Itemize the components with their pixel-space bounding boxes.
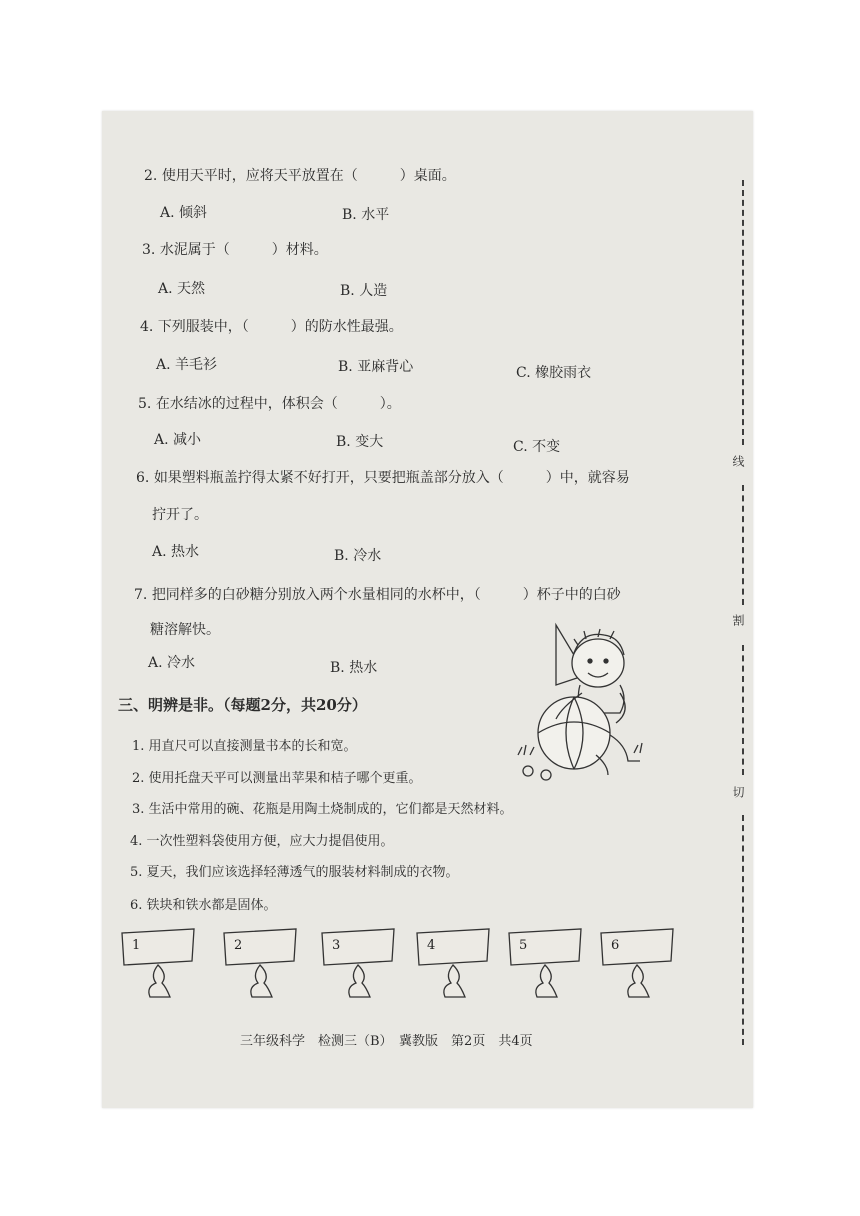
option: B. 亚麻背心 xyxy=(338,359,414,375)
question-number: 4. xyxy=(140,319,154,335)
option: B. 冷水 xyxy=(334,548,382,564)
question-number: 6. xyxy=(136,470,150,486)
question-number: 7. xyxy=(134,587,148,603)
answer-sign-6 xyxy=(597,925,675,1003)
question-text: 水泥属于（ ）材料。 xyxy=(159,242,328,258)
question-3 xyxy=(142,241,328,259)
option: B. 人造 xyxy=(340,283,388,299)
question-text-line2: 拧开了。 xyxy=(152,507,208,523)
answer-sign-1 xyxy=(118,925,196,1003)
cut-line-segment xyxy=(742,815,744,1045)
answer-sign-number: 5 xyxy=(519,938,528,953)
cut-label-line: 线 xyxy=(731,455,745,467)
statement: 2. 使用托盘天平可以测量出苹果和桔子哪个更重。 xyxy=(132,771,422,786)
question-text: 使用天平时，应将天平放置在（ ）桌面。 xyxy=(161,168,456,184)
question-text: 把同样多的白砂糖分别放入两个水量相同的水杯中，（ ）杯子中的白砂 xyxy=(151,587,621,603)
answer-sign-number: 6 xyxy=(611,938,620,953)
question-text: 下列服装中，（ ）的防水性最强。 xyxy=(157,319,403,335)
cut-line-segment xyxy=(742,645,744,775)
answer-sign-3 xyxy=(318,925,396,1003)
option: C. 不变 xyxy=(513,439,561,455)
answer-sign-5 xyxy=(505,925,583,1003)
statement: 5. 夏天，我们应该选择轻薄透气的服装材料制成的衣物。 xyxy=(130,865,459,880)
option: A. 冷水 xyxy=(148,655,196,671)
option: A. 天然 xyxy=(158,281,206,297)
cut-label-cut: 切 xyxy=(731,786,745,798)
statement: 6. 铁块和铁水都是固体。 xyxy=(130,898,277,913)
answer-sign-number: 3 xyxy=(332,938,341,953)
statement: 4. 一次性塑料袋使用方便，应大力提倡使用。 xyxy=(130,834,394,849)
boy-with-ball-illustration xyxy=(516,615,648,785)
answer-sign-2 xyxy=(220,925,298,1003)
cut-line-segment xyxy=(742,180,744,445)
question-number: 5. xyxy=(138,396,152,412)
cut-line-segment xyxy=(742,485,744,605)
option: A. 羊毛衫 xyxy=(156,357,218,373)
question-text: 在水结冰的过程中，体积会（ ）。 xyxy=(155,396,401,412)
option: A. 倾斜 xyxy=(160,205,208,221)
question-4 xyxy=(140,318,403,336)
option: A. 热水 xyxy=(152,544,200,560)
cut-label-split: 割 xyxy=(731,614,745,626)
answer-sign-number: 2 xyxy=(234,938,243,953)
option: B. 热水 xyxy=(330,660,378,676)
option: B. 变大 xyxy=(336,434,384,450)
answer-sign-4 xyxy=(413,925,491,1003)
answer-sign-number: 1 xyxy=(132,938,141,953)
option: A. 减小 xyxy=(154,432,202,448)
statement: 3. 生活中常用的碗、花瓶是用陶土烧制成的，它们都是天然材料。 xyxy=(132,802,513,817)
question-number: 2. xyxy=(144,168,158,184)
answer-sign-number: 4 xyxy=(427,938,436,953)
question-2 xyxy=(144,167,456,185)
question-text-line2: 糖溶解快。 xyxy=(150,622,220,638)
option: B. 水平 xyxy=(342,207,390,223)
question-number: 3. xyxy=(142,242,156,258)
question-7 xyxy=(134,586,621,604)
question-6 xyxy=(136,469,630,487)
section-title: 三、明辨是非。（每题2分，共20分） xyxy=(118,696,367,714)
page-footer: 三年级科学 检测三（B） 冀教版 第2页 共4页 xyxy=(240,1034,533,1049)
statement: 1. 用直尺可以直接测量书本的长和宽。 xyxy=(132,739,357,754)
question-5 xyxy=(138,395,401,413)
question-text: 如果塑料瓶盖拧得太紧不好打开，只要把瓶盖部分放入（ ）中，就容易 xyxy=(153,470,630,486)
option: C. 橡胶雨衣 xyxy=(516,365,592,381)
